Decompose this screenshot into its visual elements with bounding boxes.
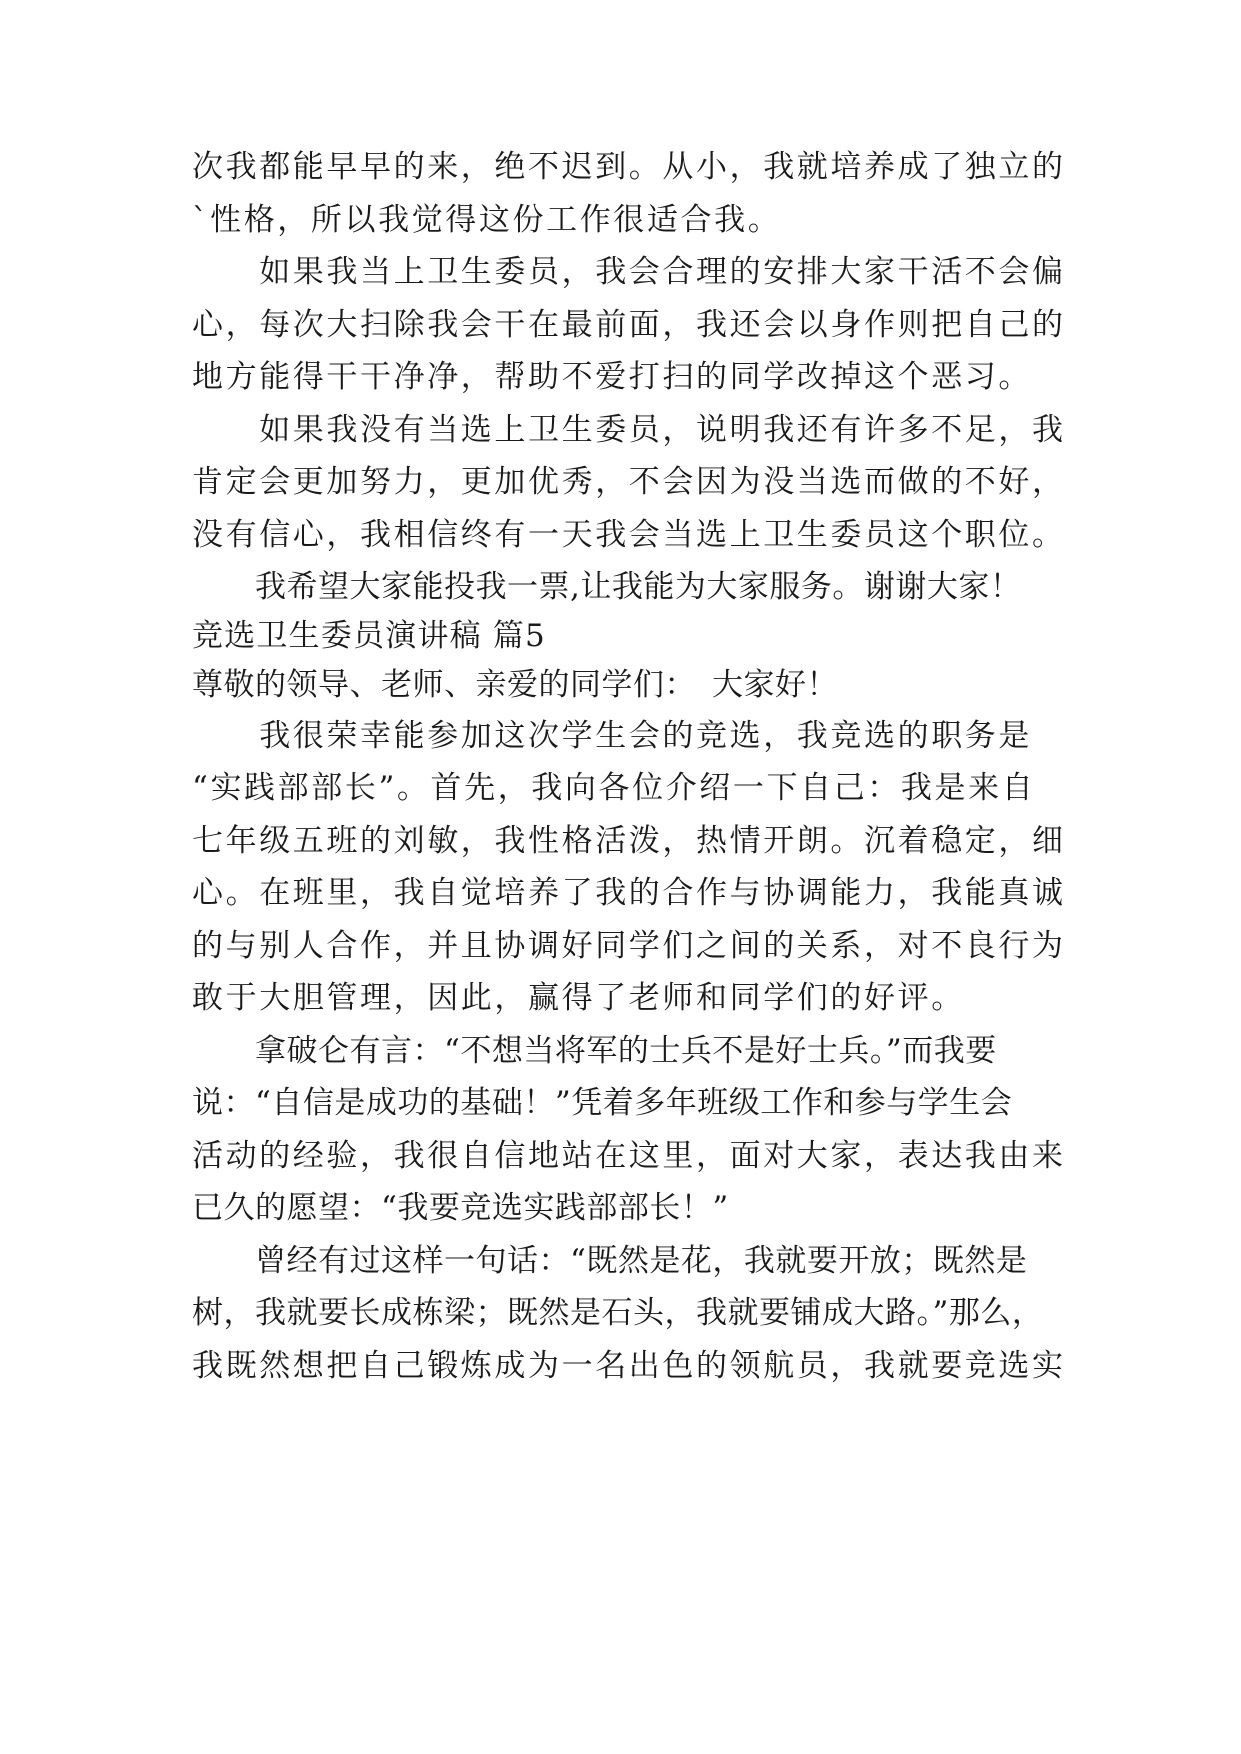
section-heading: 竞选卫生委员演讲稿 篇5: [192, 618, 546, 654]
body-line: 如果我当上卫生委员，我会合理的安排大家干活不会偏: [192, 254, 1066, 290]
body-line: `性格，所以我觉得这份工作很适合我。: [192, 202, 782, 238]
body-line: 七年级五班的刘敏，我性格活泼，热情开朗。沉着稳定，细: [192, 823, 1066, 859]
salutation-line: 尊敬的领导、老师、亲爱的同学们： 大家好！: [192, 667, 838, 703]
body-line: 活动的经验，我很自信地站在这里，面对大家，表达我由来: [192, 1138, 1066, 1174]
body-line: 说：“自信是成功的基础！”凭着多年班级工作和参与学生会: [192, 1085, 1013, 1121]
body-line: 已久的愿望：“我要竞选实践部部长！”: [192, 1190, 729, 1226]
body-line: “实践部部长”。首先，我向各位介绍一下自己：我是来自: [192, 770, 1036, 806]
body-line: 我很荣幸能参加这次学生会的竞选，我竞选的职务是: [192, 718, 1032, 754]
body-line: 拿破仑有言：“不想当将军的士兵不是好士兵。”而我要: [192, 1033, 997, 1069]
body-line: 我希望大家能投我一票,让我能为大家服务。谢谢大家！: [192, 569, 1022, 605]
body-line: 次我都能早早的来，绝不迟到。从小，我就培养成了独立的: [192, 149, 1066, 185]
body-line: 肯定会更加努力，更加优秀，不会因为没当选而做的不好，: [192, 464, 1066, 500]
body-line: 没有信心，我相信终有一天我会当选上卫生委员这个职位。: [192, 517, 1066, 553]
body-line: 如果我没有当选上卫生委员，说明我还有许多不足，我: [192, 412, 1066, 448]
body-line: 心。在班里，我自觉培养了我的合作与协调能力，我能真诚: [192, 875, 1066, 911]
body-line: 地方能得干干净净，帮助不爱打扫的同学改掉这个恶习。: [192, 359, 1032, 395]
body-line: 树，我就要长成栋梁；既然是石头，我就要铺成大路。”那么，: [192, 1295, 1044, 1331]
body-line: 敢于大胆管理，因此，赢得了老师和同学们的好评。: [192, 980, 965, 1016]
body-line: 心，每次大扫除我会干在最前面，我还会以身作则把自己的: [192, 307, 1066, 343]
body-line: 我既然想把自己锻炼成为一名出色的领航员，我就要竞选实: [192, 1348, 1066, 1384]
body-line: 的与别人合作，并且协调好同学们之间的关系，对不良行为: [192, 928, 1066, 964]
body-line: 曾经有过这样一句话：“既然是花，我就要开放；既然是: [192, 1243, 1028, 1279]
